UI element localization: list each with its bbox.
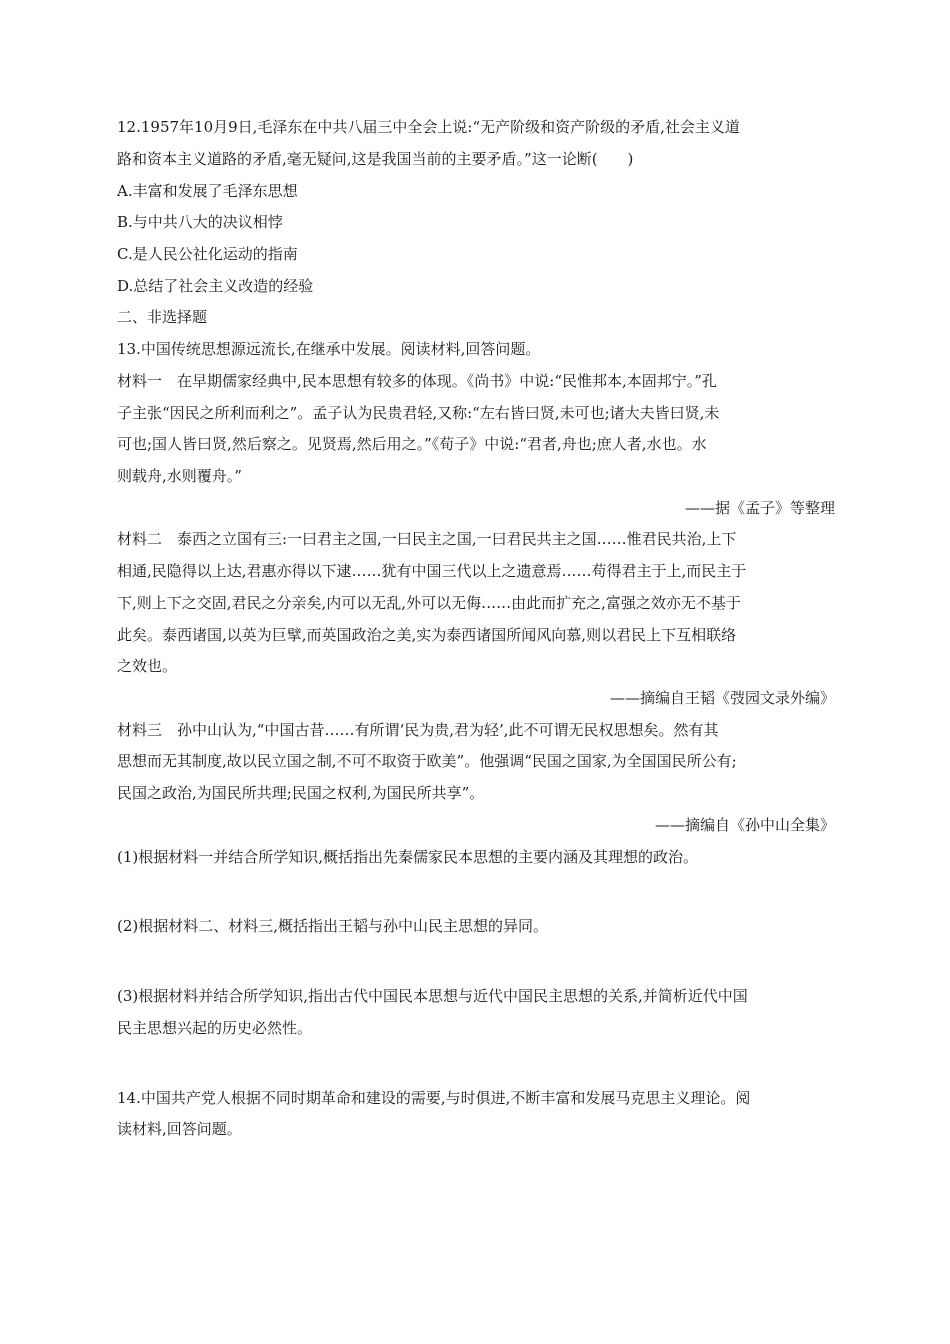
material1-line-3: 可也;国人皆曰贤,然后察之。见贤焉,然后用之。”《荀子》中说:“君者,舟也;庶人者,水也。水 (117, 435, 707, 453)
material1-line-1: 材料一 在早期儒家经典中,民本思想有较多的体现。《尚书》中说:“民惟邦本,本固邦宁。”孔 (117, 372, 717, 390)
material3-line-1: 材料三 孙中山认为,“中国古昔……有所谓‘民为贵,君为轻’,此不可谓无民权思想矣。然有其 (117, 721, 719, 739)
q12-option-b: B.与中共八大的决议相悖 (117, 213, 283, 231)
q13-subquestion-3-line-2: 民主思想兴起的历史必然性。 (117, 1019, 313, 1037)
material2-source: ——摘编自王韬《弢园文录外编》 (609, 689, 835, 707)
material2-line-4: 此矣。泰西诸国,以英为巨擘,而英国政治之美,实为泰西诸国所闻风向慕,则以君民上下互相联络 (117, 626, 737, 644)
material3-line-2: 思想而无其制度,故以民立国之制,不可不取资于欧美”。他强调“民国之国家,为全国国民所公有; (117, 752, 737, 770)
material2-line-5: 之效也。 (117, 657, 178, 675)
q12-option-c: C.是人民公社化运动的指南 (117, 245, 298, 263)
material2-line-2: 相通,民隐得以上达,君惠亦得以下逮……犹有中国三代以上之遗意焉……苟得君主于上,而民主于 (117, 562, 747, 580)
material1-line-4: 则载舟,水则覆舟。” (117, 467, 242, 485)
q12-option-d: D.总结了社会主义改造的经验 (117, 277, 314, 295)
q13-stem: 13.中国传统思想源远流长,在继承中发展。阅读材料,回答问题。 (117, 340, 541, 358)
material1-source: ——据《孟子》等整理 (684, 499, 835, 517)
material3-line-3: 民国之政治,为国民所共理;民国之权利,为国民所共享”。 (117, 784, 485, 802)
q13-subquestion-3-line-1: (3)根据材料并结合所学知识,指出古代中国民本思想与近代中国民主思想的关系,并简析近代中国 (117, 987, 748, 1005)
material1-line-2: 子主张“因民之所利而利之”。孟子认为民贵君轻,又称:“左右皆曰贤,未可也;诸大夫皆曰贤,未 (117, 404, 720, 422)
material2-line-1: 材料二 泰西之立国有三:一曰君主之国,一曰民主之国,一曰君民共主之国……惟君民共治,上下 (117, 530, 737, 548)
q12-option-a: A.丰富和发展了毛泽东思想 (117, 182, 298, 200)
q13-subquestion-1: (1)根据材料一并结合所学知识,概括指出先秦儒家民本思想的主要内涵及其理想的政治。 (117, 848, 699, 866)
section-heading: 二、非选择题 (117, 308, 208, 326)
q13-subquestion-2: (2)根据材料二、材料三,概括指出王韬与孙中山民主思想的异同。 (117, 917, 549, 935)
q14-stem-line-1: 14.中国共产党人根据不同时期革命和建设的需要,与时俱进,不断丰富和发展马克思主义理论。阅 (117, 1089, 751, 1107)
q12-stem-line-1: 12.1957年10月9日,毛泽东在中共八届三中全会上说:“无产阶级和资产阶级的矛盾,社会主义道 (117, 118, 740, 136)
material2-line-3: 下,则上下之交固,君民之分亲矣,内可以无乱,外可以无侮……由此而扩充之,富强之效亦无不基于 (117, 594, 741, 612)
q14-stem-line-2: 读材料,回答问题。 (117, 1120, 242, 1138)
material3-source: ——摘编自《孙中山全集》 (654, 816, 835, 834)
q12-stem-line-2: 路和资本主义道路的矛盾,毫无疑问,这是我国当前的主要矛盾。”这一论断( ) (117, 150, 634, 168)
